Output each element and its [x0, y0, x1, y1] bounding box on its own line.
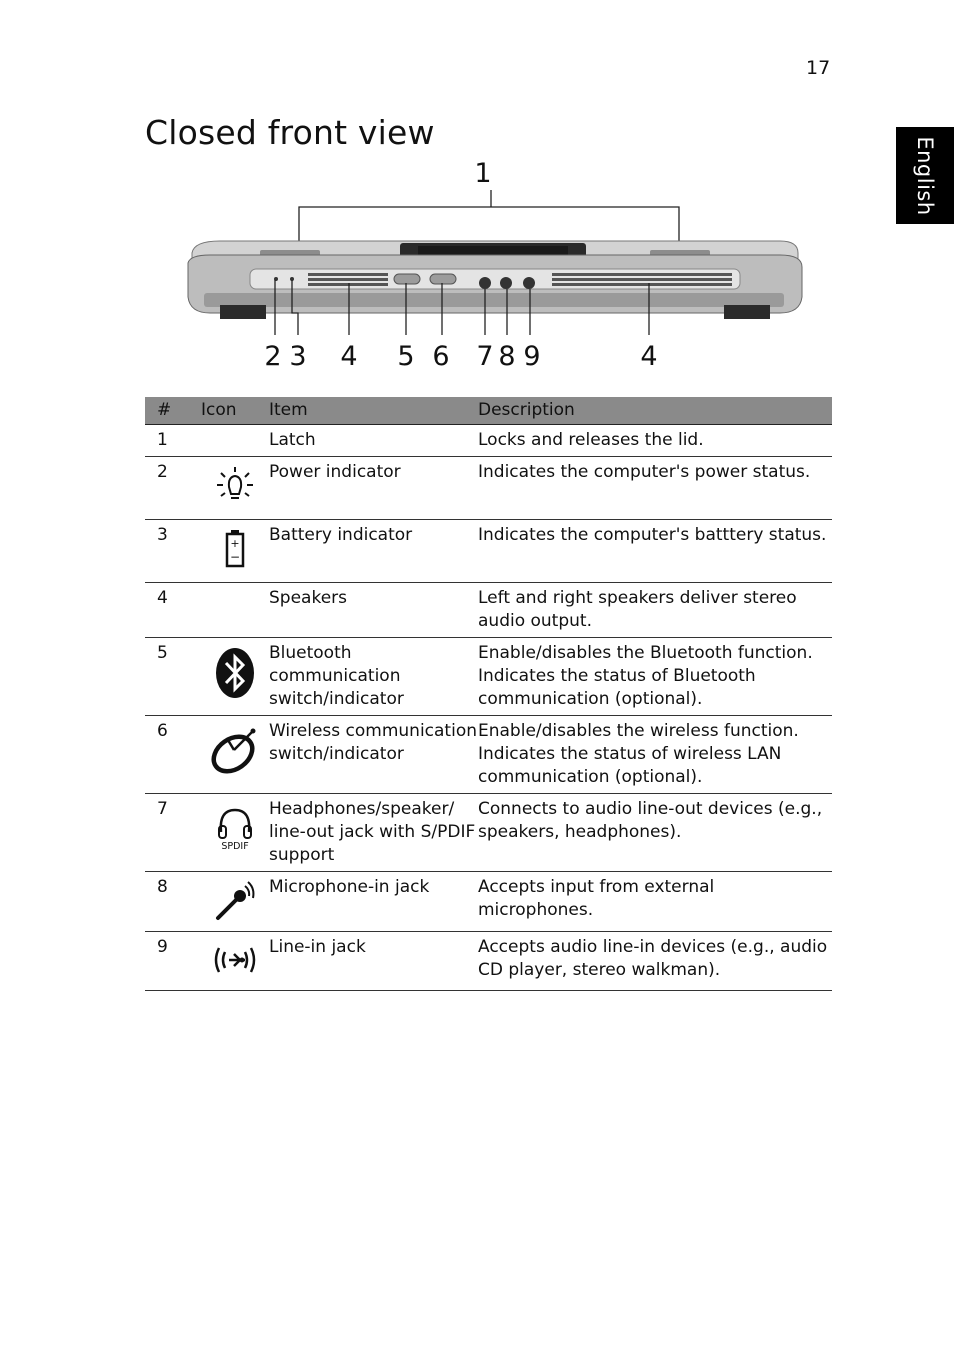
table-row [145, 520, 832, 583]
table-row [145, 638, 832, 716]
callout-4-right: 4 [640, 341, 658, 372]
page-title: Closed front view [145, 113, 435, 152]
row-item: Latch [269, 425, 478, 457]
callout-9: 9 [523, 341, 541, 372]
components-table [145, 397, 832, 991]
row-item: Power indicator [269, 457, 478, 520]
row-num: 6 [145, 716, 201, 794]
row-description: Enable/disables the wireless function. Indicates the status of wireless LAN communication (optional). [478, 716, 832, 794]
bluetooth-icon [213, 646, 257, 700]
callout-3: 3 [289, 341, 307, 372]
row-icon-empty [201, 583, 269, 638]
row-description: Connects to audio line-out devices (e.g., speakers, headphones). [478, 794, 832, 872]
row-num: 8 [145, 872, 201, 932]
row-icon-empty [201, 425, 269, 457]
row-description: Accepts audio line-in devices (e.g., audio CD player, stereo walkman). [478, 932, 832, 991]
microphone-icon [212, 880, 258, 924]
row-num: 4 [145, 583, 201, 638]
header-item: Item [269, 397, 478, 425]
table-row [145, 457, 832, 520]
language-tab [896, 127, 954, 224]
wireless-icon [208, 724, 262, 776]
row-description: Accepts input from external microphones. [478, 872, 832, 932]
row-item: Speakers [269, 583, 478, 638]
row-description: Enable/disables the Bluetooth function. Indicates the status of Bluetooth communication (optional). [478, 638, 832, 716]
power-indicator-icon [215, 465, 255, 505]
row-description: Indicates the computer's batttery status. [478, 520, 832, 583]
row-num: 5 [145, 638, 201, 716]
table-header-row [145, 397, 832, 425]
row-num: 9 [145, 932, 201, 991]
table-row [145, 425, 832, 457]
language-tab-label: English [913, 135, 937, 216]
row-description: Indicates the computer's power status. [478, 457, 832, 520]
callout-8: 8 [498, 341, 516, 372]
row-num: 2 [145, 457, 201, 520]
callout-2: 2 [264, 341, 282, 372]
row-item: Microphone-in jack [269, 872, 478, 932]
callout-7: 7 [476, 341, 494, 372]
svg-text:+: + [230, 537, 240, 550]
callout-6: 6 [432, 341, 450, 372]
row-num: 3 [145, 520, 201, 583]
spdif-icon-label: SPDIF [221, 841, 249, 852]
callout-4-left: 4 [340, 341, 358, 372]
header-icon: Icon [201, 397, 269, 425]
callout-1: 1 [474, 158, 492, 189]
row-num: 7 [145, 794, 201, 872]
row-num: 1 [145, 425, 201, 457]
svg-text:−: − [229, 550, 241, 564]
row-item: Battery indicator [269, 520, 478, 583]
header-num: # [145, 397, 201, 425]
headphones-icon [213, 802, 257, 852]
page-number: 17 [806, 57, 831, 79]
row-item: Line-in jack [269, 932, 478, 991]
row-item: Bluetooth communication switch/indicator [269, 638, 478, 716]
table-row [145, 716, 832, 794]
row-item: Headphones/speaker/ line-out jack with S/PDIF support [269, 794, 478, 872]
table-row [145, 794, 832, 872]
laptop-front-figure [180, 155, 820, 375]
header-description: Description [478, 397, 832, 425]
table-row [145, 872, 832, 932]
table-row [145, 932, 832, 991]
row-description: Locks and releases the lid. [478, 425, 832, 457]
line-in-icon [209, 940, 261, 980]
row-item: Wireless communication switch/indicator [269, 716, 478, 794]
battery-icon [215, 528, 255, 570]
row-description: Left and right speakers deliver stereo audio output. [478, 583, 832, 638]
callout-5: 5 [397, 341, 415, 372]
table-row [145, 583, 832, 638]
